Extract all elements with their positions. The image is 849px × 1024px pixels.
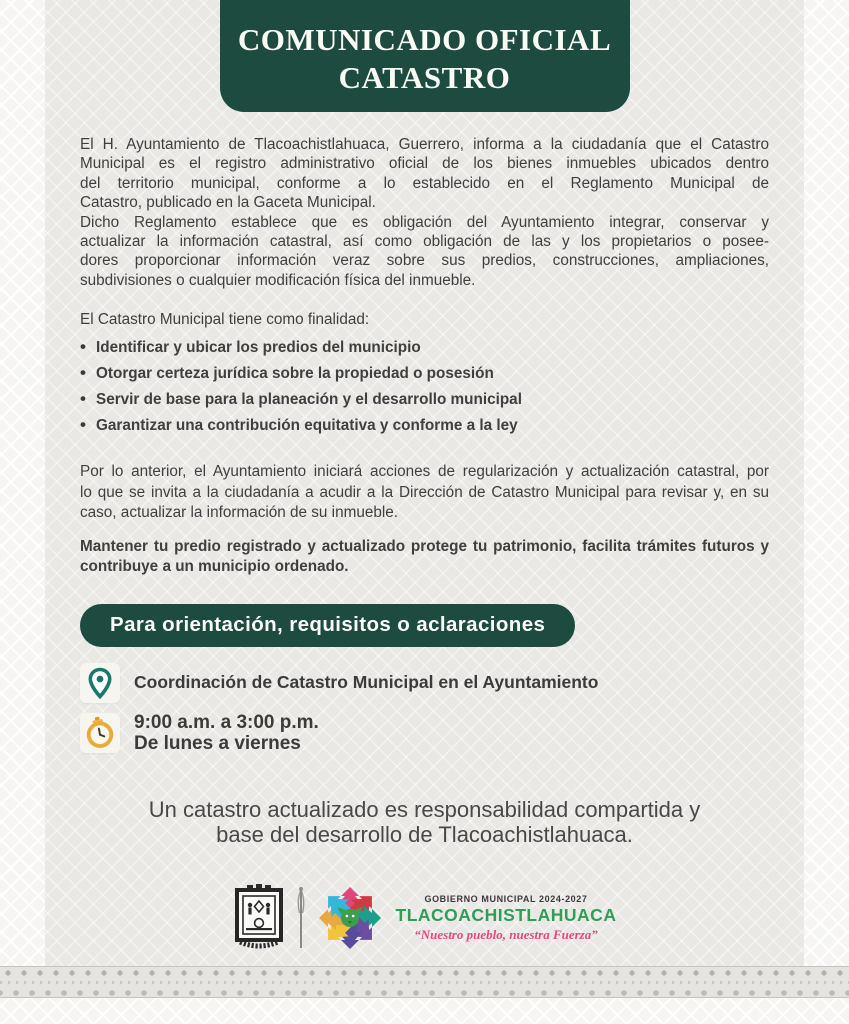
location-text: Coordinación de Catastro Municipal en el Ayuntamiento xyxy=(134,672,599,693)
closing-line1: Un catastro actualizado es responsabilidad compartida y xyxy=(148,796,701,822)
text-line: subdivisiones o cualquier modificación física del inmueble. xyxy=(80,271,476,289)
government-period: GOBIERNO MUNICIPAL 2024-2027 xyxy=(424,893,588,904)
list-item: • Servir de base para la planeación y el desarrollo municipal xyxy=(80,390,769,410)
text-line: lo que se invita a la ciudadanía a acudir a la Dirección de Catastro Municipal para revisar y, en su xyxy=(80,483,769,501)
text-line: Catastro, publicado en la Gaceta Municipal. xyxy=(80,194,376,212)
contact-location-row xyxy=(80,663,769,703)
list-item: • Garantizar una contribución equitativa y conforme a la ley xyxy=(80,416,769,436)
paragraph-regularization xyxy=(80,462,769,524)
contact-hours-row xyxy=(80,712,769,755)
header-title-line2: CATASTRO xyxy=(338,60,511,95)
text-line: dores proporcionar información veraz sobre sus predios, construcciones, ampliaciones, xyxy=(80,252,769,270)
paragraph-benefits xyxy=(80,537,769,577)
paragraph-obligations xyxy=(80,213,769,291)
hours-text xyxy=(134,712,319,755)
list-item: • Identificar y ubicar los predios del municipio xyxy=(80,338,769,358)
text-line: caso, actualizar la información de su inmueble. xyxy=(80,504,399,522)
text-line: Dicho Reglamento establece que es obligación del Ayuntamiento integrar, conservar y xyxy=(80,213,769,231)
info-banner: Para orientación, requisitos o aclaraciones xyxy=(80,604,575,647)
text-line: Por lo anterior, el Ayuntamiento iniciará acciones de regularización y actualización catastral, por xyxy=(80,463,769,481)
closing-statement xyxy=(80,797,769,847)
footer-logos xyxy=(45,883,804,953)
ceremonial-staff-icon xyxy=(294,886,308,950)
municipality-name: TLACOACHISTLAHUACA xyxy=(395,904,617,925)
purpose-intro: El Catastro Municipal tiene como finalidad: xyxy=(80,311,370,329)
header-title-line1: COMUNICADO OFICIAL xyxy=(237,22,612,57)
municipal-star-logo xyxy=(317,885,383,951)
text-line: actualizar la información catastral, así como obligación de las y los propietarios o posee- xyxy=(80,233,769,251)
purpose-list xyxy=(80,338,769,436)
text-line: Municipal es el registro administrativo oficial de los bienes inmuebles ubicados dentro xyxy=(80,155,769,173)
text-line: del territorio municipal, conforme a lo establecido en el Reglamento Municipal de xyxy=(80,174,769,192)
map-pin-icon xyxy=(80,663,120,703)
municipal-slogan: “Nuestro pueblo, nuestra Fuerza” xyxy=(414,926,598,942)
text-line: Mantener tu predio registrado y actualizado protege tu patrimonio, facilita trámites futuros y xyxy=(80,537,769,555)
announcement-card xyxy=(45,0,804,967)
hours-time: 9:00 a.m. a 3:00 p.m. xyxy=(134,711,319,733)
clock-icon xyxy=(80,713,120,753)
list-item: • Otorgar certeza jurídica sobre la propiedad o posesión xyxy=(80,364,769,384)
footer-text-block xyxy=(396,894,617,943)
text-line: El H. Ayuntamiento de Tlacoachistlahuaca, Guerrero, informa a la ciudadanía que el Catastro xyxy=(80,136,769,153)
header-banner xyxy=(220,0,630,112)
decorative-lace-border xyxy=(0,966,849,998)
closing-line2: base del desarrollo de Tlacoachistlahuaca. xyxy=(216,821,633,847)
municipal-coat-of-arms xyxy=(233,883,285,953)
text-line: contribuye a un municipio ordenado. xyxy=(80,557,349,575)
announcement-body xyxy=(45,135,804,847)
hours-days: De lunes a viernes xyxy=(134,733,301,755)
paragraph-registry xyxy=(80,135,769,213)
